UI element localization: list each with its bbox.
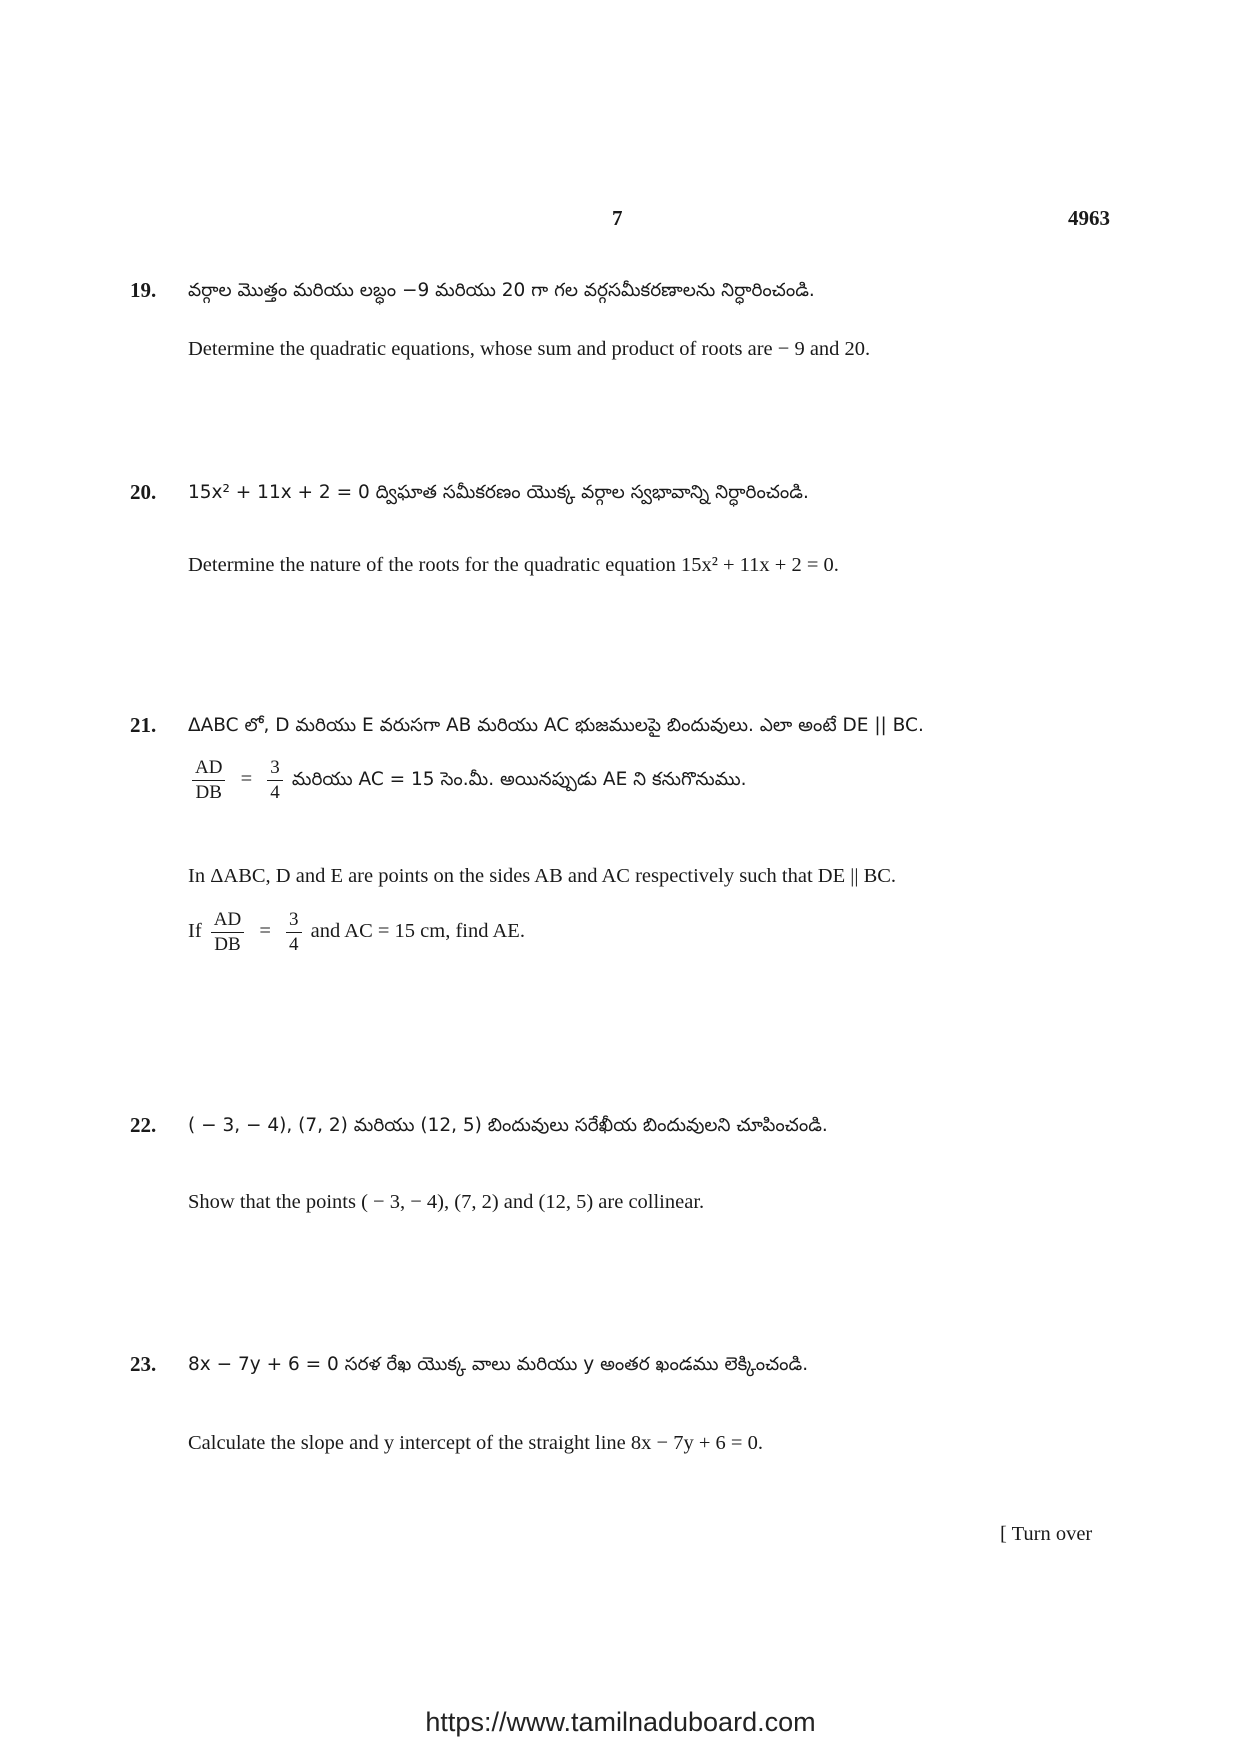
turn-over-note: [ Turn over <box>1000 1523 1093 1545</box>
equals-sign: = <box>259 920 271 943</box>
equals-sign: = <box>240 768 253 791</box>
question-20-telugu: 15x² + 11x + 2 = 0 ద్విఘాత సమీకరణం యొక్క వర్గాల స్వభావాన్ని నిర్ధారించండి. <box>188 482 809 503</box>
paper-code: 4963 <box>1068 206 1110 230</box>
question-20-number: 20. <box>130 480 157 504</box>
footer-url-link[interactable]: https://www.tamilnaduboard.com <box>425 1707 816 1737</box>
question-23-number: 23. <box>130 1352 157 1376</box>
fraction-3-4 <box>267 758 283 803</box>
fraction-denominator: DB <box>195 781 222 803</box>
question-22-english: Show that the points ( − 3, − 4), (7, 2) and (12, 5) are collinear. <box>188 1191 705 1213</box>
question-23-telugu: 8x − 7y + 6 = 0 సరళ రేఖ యొక్క వాలు మరియు y అంతర ఖండము లెక్కించండి. <box>188 1354 809 1375</box>
question-23-english: Calculate the slope and y intercept of the straight line 8x − 7y + 6 = 0. <box>188 1432 763 1454</box>
question-22-number: 22. <box>130 1113 157 1137</box>
fraction-denominator: 4 <box>289 933 299 955</box>
if-label: If <box>188 920 202 943</box>
fraction-numerator: AD <box>211 910 244 933</box>
question-21-telugu-line1: ΔABC లో, D మరియు E వరుసగా AB మరియు AC భుజములపై బిందువులు. ఎలా అంటే DE || BC. <box>188 715 924 736</box>
question-19-english: Determine the quadratic equations, whose sum and product of roots are − 9 and 20. <box>188 338 871 360</box>
fraction-3-4 <box>286 910 302 955</box>
page-number: 7 <box>612 206 623 230</box>
question-21-english-line2 <box>188 910 525 955</box>
fraction-denominator: DB <box>214 933 241 955</box>
question-20-english: Determine the nature of the roots for the quadratic equation 15x² + 11x + 2 = 0. <box>188 554 839 576</box>
question-21-number: 21. <box>130 713 157 737</box>
question-19-number: 19. <box>130 278 157 302</box>
fraction-numerator: 3 <box>286 910 302 933</box>
fraction-numerator: 3 <box>267 758 283 781</box>
fraction-denominator: 4 <box>270 781 280 803</box>
question-21-english-line2-text: and AC = 15 cm, find AE. <box>310 920 525 943</box>
fraction-ad-db <box>192 758 225 803</box>
fraction-numerator: AD <box>192 758 225 781</box>
question-19-telugu: వర్గాల మొత్తం మరియు లబ్ధం −9 మరియు 20 గా గల వర్గసమీకరణాలను నిర్ధారించండి. <box>188 280 815 301</box>
fraction-ad-db <box>211 910 244 955</box>
question-21-telugu-line2 <box>188 758 747 803</box>
question-22-telugu: ( − 3, − 4), (7, 2) మరియు (12, 5) బిందువులు సరేఖీయ బిందువులని చూపించండి. <box>188 1115 828 1136</box>
question-21-english-line1: In ΔABC, D and E are points on the sides AB and AC respectively such that DE || BC. <box>188 865 897 887</box>
question-21-telugu-line2-text: మరియు AC = 15 సెం.మీ. అయినప్పుడు AE ని కనుగొనుము. <box>291 769 747 791</box>
